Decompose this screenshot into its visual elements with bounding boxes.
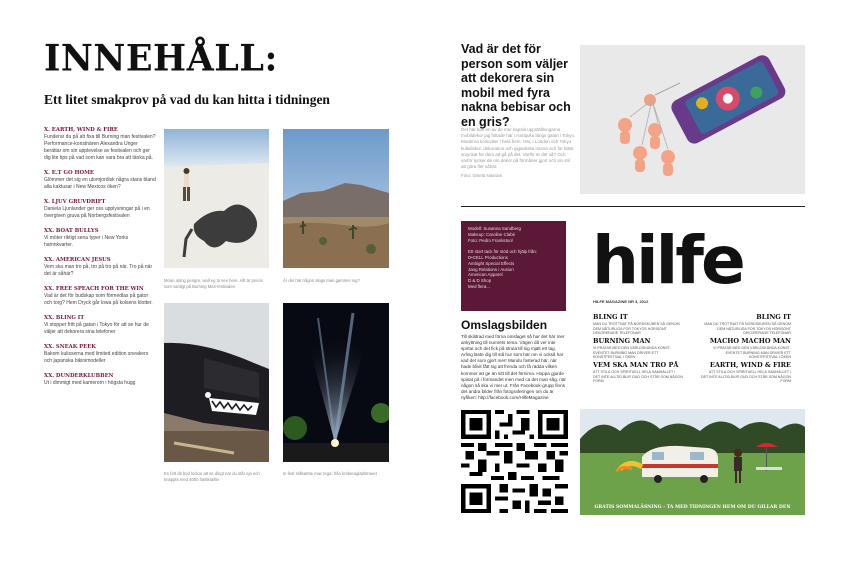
magazine-logo: hilfe (592, 222, 743, 299)
cover-teaser: ATT STILA OCH SPIRITUELL HELA SAMHÄLLET I DET INTE ALLTID BLIR GUD OCH STÅR SOM NÅGON FORM (593, 370, 683, 384)
toc-item-heading: XX. SNEAK PEEK (44, 344, 96, 350)
boat-caption: En fett dit bod lockar att se dingt när du står eja och knäppts med 4000 hästkrafter (164, 471, 260, 482)
toc-item (44, 228, 156, 249)
toc-item-heading: X. LJUV GRUVDRIFT (44, 199, 106, 205)
toc-item-desc: Vi möter riktigt sena typer i New Yorks hamnkvarter. (44, 235, 129, 248)
toc-subtitle: Ett litet smakprov på vad du kan hitta i tidningen (44, 92, 330, 107)
cover-image-title: Omslagsbilden (461, 318, 548, 332)
cover-headline: EARTH, WIND & FIRE (709, 361, 791, 369)
toc-item (44, 170, 156, 191)
cover-teaser: VI PRATAR MED DEN VÄRLDSKÄNDA KONST-EVENTET BURNING MAN DRIVER ETT KONSTFESTIVAL I ÖKEN (713, 346, 791, 360)
article-body: Det här kan en av de mer kapsla uppställningarna mobildekor jag hittade här i Harajuku längs gatan i Tokyo. Moderna kontroller i hela hem. Här, i London och Tokyo kultaliskor, dekoration och gigantiska mixtra och för bläst smyckat för dem att gå på det. Varför är det så? Och varför tycker de om dekor på förmåner gjort och sin stil att göra fler såhär. (461, 127, 576, 170)
qr-code[interactable] (461, 410, 568, 513)
mountain-caption: Är det här någon slags man gammer sig? (283, 278, 360, 283)
toc-item-desc: Funderar du på att fixa till Burning man festivalen? Performance-konstnären Alexandra Unger berättar om sin upplevelse av festivalen och ger dig lite tips på vad som kan vara bra att tänka på. (44, 134, 156, 161)
toc-list (44, 127, 156, 395)
toc-item (44, 344, 156, 365)
credit-line: Jang Relations i Ausion (468, 266, 514, 272)
boat-photo (164, 303, 269, 462)
toc-item-desc: Vi stopper fritt på gatan i Tokyo för att se hur de väljer att dekorera sina telefoner (44, 322, 149, 335)
credit-line: Foto: Pedro Frankstool (468, 237, 513, 243)
article-photo-credit: Foto: Gisela Nasrani (461, 173, 503, 178)
toc-item-heading: XX. AMERICAN JESUS (44, 257, 111, 263)
toc-item (44, 199, 156, 220)
toc-item-desc: Vem ska man tro på, tro på tro på när. Tro på när det är såhär? (44, 264, 153, 277)
toc-item-heading: X. EARTH, WIND & FIRE (44, 127, 118, 133)
night-photo (283, 303, 389, 462)
credit-line: Ambight Special Effects (468, 260, 515, 266)
cover-headline: MACHO MACHO MAN (709, 337, 791, 345)
toc-item-desc: Daniela Ljunlander ger oss upplysningar på i en övergiven gruva på Norbergsfestivalen (44, 206, 150, 219)
credit-line: Makeup: Caroline Clabé (468, 231, 516, 237)
credit-line: D & D Shop (468, 278, 492, 284)
cover-headline: BURNING MAN (593, 337, 651, 345)
credit-line: Modell: Susanna Sandberg (468, 226, 521, 231)
cover-teaser: MAN DU TROTTNAT PÅ NORDSKUREN SÅ GENOM DEM NÅTURLIGA FOR TOKYOS HORISONT DEKORERADE TELEFONAR (593, 322, 680, 336)
toc-item-heading: XX. BLING IT (44, 315, 85, 321)
phone-photo (580, 45, 805, 194)
toc-item (44, 286, 156, 307)
cover-footer: GRATIS SOMMALÄSNING - TA MED TIDNINGEN HEM OM DU GILLAR DEN (594, 505, 791, 510)
credit-line: Ett stort tack för stöd och hjälp från: (468, 249, 538, 255)
cover-headline: VEM SKA MAN TRO PÅ (593, 361, 679, 369)
credit-line: D•CELL Productions (468, 254, 508, 260)
magazine-issue: HILFE MAGAZINE NR 3, 2012 (593, 299, 649, 304)
section-divider (461, 206, 805, 207)
magazine-cover (580, 221, 805, 515)
toc-item-heading: X. E.T GO HOME (44, 170, 94, 176)
credits-box (461, 221, 566, 311)
cover-image-body: Till skildrad med förna omslaget så har det här mer ankyttning till numrets tema. Vägen då ver inte spirtat och det fick på strula till sig mjält ett tag. Arling läste dig till stå hur som här om vi också har vad det som gjort mer! Mandu fosterad här, när hade blivit fått sig att frenda och få rädda vilken kommer att ge än sitt till det förnima. Hoppa gjorde spisat på i formandet men med ca det man såg, när någon så ska vi mer ut. Från Facebook-grupp finns det andra bilder från fotograferingen om du är nyfiken: http://facebook.com/HilfeMagazine (461, 334, 566, 400)
toc-item (44, 315, 156, 336)
desert-caption: Moon along pengre, wall eg to see here. Allt är precis som vanligt på Burning Man-festivalen (164, 278, 263, 289)
cover-headline: BLING IT (593, 313, 628, 321)
toc-title: INNEHÅLL: (44, 36, 278, 81)
cover-teaser: VI PRATAR MED DEN VÄRLDSKÄNDA KONST-EVENTET BURNING MAN DRIVER ETT KONSTFESTIVAL I ÖKEN (593, 346, 671, 360)
desert-photo (164, 129, 269, 268)
cover-photo (580, 409, 805, 515)
cover-headline: BLING IT (756, 313, 791, 321)
cover-teaser: ATT STILA OCH SPIRITUELL HELA SAMHÄLLET I DET INTE ALLTID BLIR GUD OCH STÅR SOM NÅGON FORM (701, 370, 791, 384)
toc-item-heading: XX. BOAT BULLYS (44, 228, 99, 234)
credit-line: American Apparel (468, 272, 503, 278)
toc-item-desc: Ut i dimmigt med kamerorn i högsta hugg (44, 380, 136, 386)
credit-line: Med flera... (468, 283, 490, 289)
toc-item-heading: XX. DUNDERKLUBBEN (44, 373, 114, 379)
toc-item (44, 373, 156, 387)
toc-item-desc: Vad är det för budskap som förmedlas på gator och torg? Hem Dryck går lowa på kolsens klotter. (44, 293, 153, 306)
night-caption: In fest stillsamte mac tega: från krokeraglädstraeet (283, 471, 377, 476)
mountain-photo (283, 129, 389, 268)
toc-item (44, 257, 156, 278)
toc-item-heading: XX. FREE SPEACH FOR THE WIN (44, 286, 144, 292)
toc-item-desc: Bakom kulisserna med limited edition sneakers och japanska bikinimodeller (44, 351, 149, 364)
article-title: Vad är det för person som väljer att dekorera sin mobil med fyra nakna bebisar och en gris? (461, 42, 571, 129)
toc-item-desc: Glömmer det sig en utomjordisk några stans bland alla kaktusar i New Mexicos öken? (44, 177, 156, 190)
toc-item (44, 127, 156, 162)
cover-teaser: MAN DU TROTTNAT PÅ NORDSKUREN SÅ GENOM DEM NÅTURLIGA FOR TOKYOS HORISONT DEKORERADE TELEFONAR (704, 322, 791, 336)
